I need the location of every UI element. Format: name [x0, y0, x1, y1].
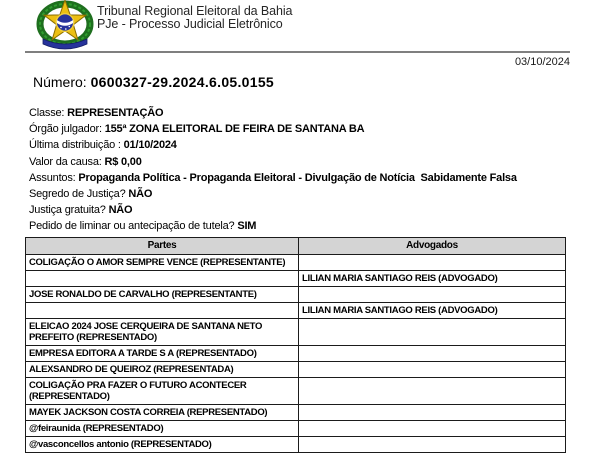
field-label: Pedido de liminar ou antecipação de tutela?	[29, 220, 235, 233]
field-label: Última distribuição :	[29, 139, 121, 152]
field-label: Justiça gratuita?	[29, 204, 106, 217]
advogados-cell: LILIAN MARIA SANTIAGO REIS (ADVOGADO)	[299, 303, 566, 319]
field-value: SIM	[237, 220, 257, 233]
field-justica-gratuita	[29, 202, 517, 218]
table-row	[26, 303, 566, 319]
table-row	[26, 271, 566, 287]
table-row	[26, 378, 566, 405]
field-value: R$ 0,00	[104, 155, 142, 168]
table-header-partes: Partes	[26, 238, 299, 255]
header-divider	[25, 51, 570, 53]
field-value: 01/10/2024	[123, 139, 177, 152]
advogados-cell	[299, 255, 566, 271]
advogados-cell	[299, 437, 566, 453]
table-row	[26, 437, 566, 453]
table-row	[26, 255, 566, 271]
coat-of-arms-logo-icon	[35, 0, 95, 51]
table-row	[26, 362, 566, 378]
field-valor-da-causa	[29, 154, 517, 170]
field-segredo-de-justica	[29, 186, 517, 202]
advogados-cell	[299, 346, 566, 362]
table-header-row	[26, 238, 566, 255]
parties-table	[25, 237, 566, 453]
field-value: 155ª ZONA ELEITORAL DE FEIRA DE SANTANA BA	[104, 123, 365, 136]
partes-cell: @vasconcellos antonio (REPRESENTADO)	[26, 437, 299, 453]
table-row	[26, 319, 566, 346]
field-value: REPRESENTAÇÃO	[67, 107, 164, 119]
field-value: NÃO	[128, 188, 153, 201]
field-label: Segredo de Justiça?	[29, 188, 126, 201]
field-value: NÃO	[108, 204, 133, 217]
advogados-cell: LILIAN MARIA SANTIAGO REIS (ADVOGADO)	[299, 271, 566, 287]
table-row	[26, 421, 566, 437]
advogados-cell	[299, 421, 566, 437]
advogados-cell	[299, 378, 566, 405]
field-label: Órgão julgador:	[29, 123, 102, 136]
case-number-line	[33, 74, 274, 90]
field-label: Valor da causa:	[29, 155, 102, 168]
table-row	[26, 287, 566, 303]
field-orgao-julgador	[29, 121, 517, 137]
advogados-cell	[299, 319, 566, 346]
table-row	[26, 405, 566, 421]
partes-cell: EMPRESA EDITORA A TARDE S A (REPRESENTADO)	[26, 346, 299, 362]
field-label: Classe:	[29, 107, 65, 119]
field-assuntos	[29, 170, 517, 186]
table-header-advogados: Advogados	[299, 238, 566, 255]
org-name: Tribunal Regional Eleitoral da Bahia	[97, 4, 293, 18]
field-pedido-liminar	[29, 218, 517, 234]
partes-cell: @feiraunida (REPRESENTADO)	[26, 421, 299, 437]
header-org-block	[97, 5, 292, 31]
partes-cell: MAYEK JACKSON COSTA CORREIA (REPRESENTADO)	[26, 405, 299, 421]
case-fields	[29, 105, 517, 235]
field-value: Propaganda Política - Propaganda Eleitoral - Divulgação de Notícia Sabidamente Falsa	[78, 171, 517, 184]
partes-cell: COLIGAÇÃO PRA FAZER O FUTURO ACONTECER (REPRESENTADO)	[26, 378, 299, 405]
partes-cell: COLIGAÇÃO O AMOR SEMPRE VENCE (REPRESENTANTE)	[26, 255, 299, 271]
advogados-cell	[299, 287, 566, 303]
advogados-cell	[299, 405, 566, 421]
case-number-value: 0600327-29.2024.6.05.0155	[90, 74, 275, 90]
partes-cell	[26, 271, 299, 287]
partes-cell	[26, 303, 299, 319]
partes-cell: ELEICAO 2024 JOSE CERQUEIRA DE SANTANA NETO PREFEITO (REPRESENTADO)	[26, 319, 299, 346]
partes-cell: ALEXSANDRO DE QUEIROZ (REPRESENTADA)	[26, 362, 299, 378]
field-classe	[29, 105, 517, 121]
system-name: PJe - Processo Judicial Eletrônico	[97, 17, 283, 31]
field-ultima-distribuicao	[29, 137, 517, 153]
advogados-cell	[299, 362, 566, 378]
partes-cell: JOSE RONALDO DE CARVALHO (REPRESENTANTE)	[26, 287, 299, 303]
case-number-label: Número:	[33, 74, 87, 90]
table-row	[26, 346, 566, 362]
field-label: Assuntos:	[29, 171, 76, 184]
document-date: 03/10/2024	[514, 56, 570, 68]
